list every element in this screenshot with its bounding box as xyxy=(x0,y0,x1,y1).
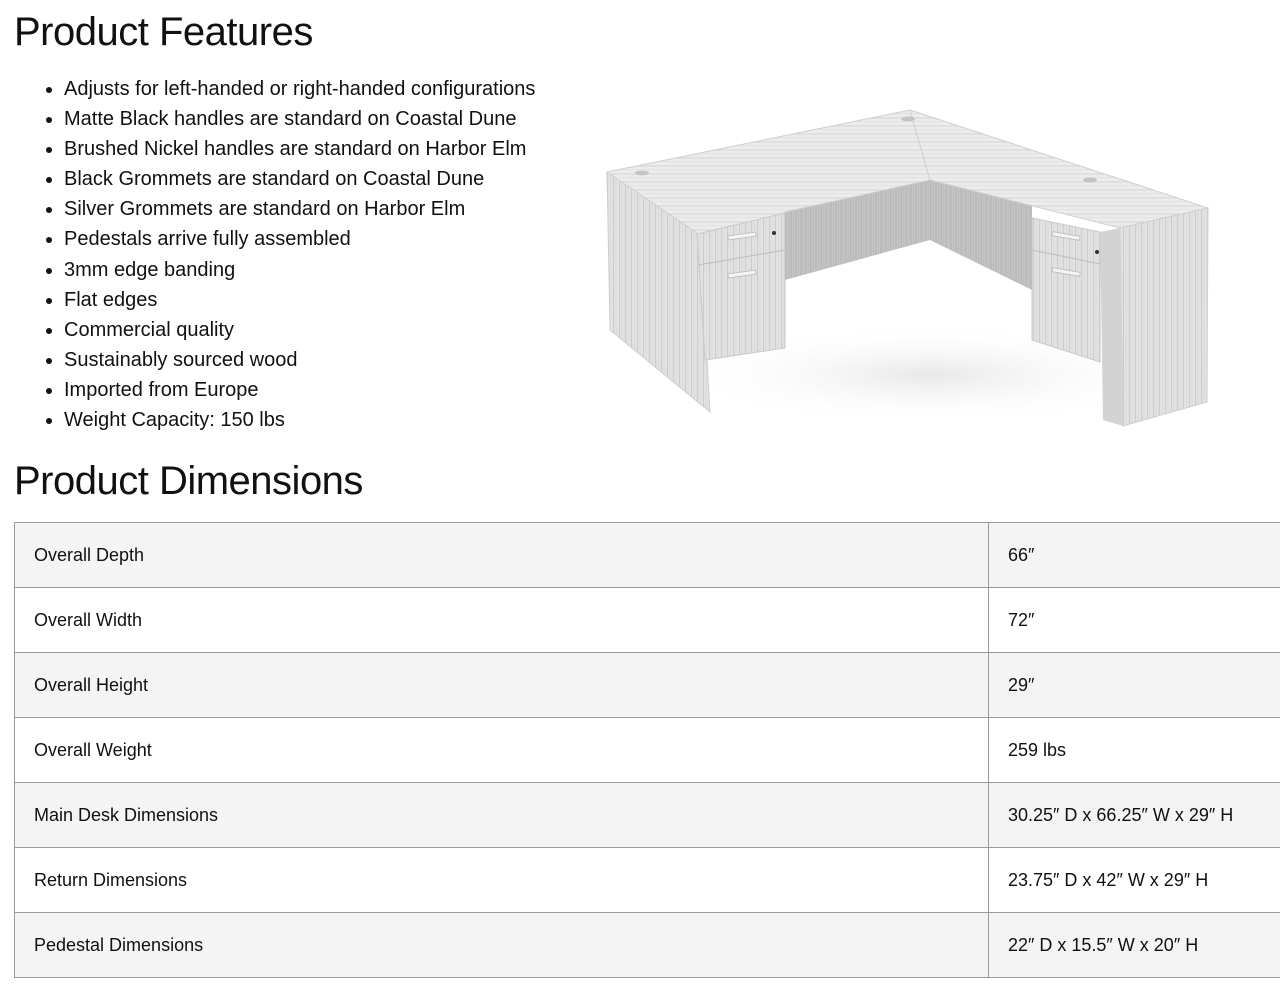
right-end-panel xyxy=(1120,208,1208,426)
features-list xyxy=(38,74,535,435)
dimension-label: Overall Width xyxy=(15,588,989,653)
dimension-label: Overall Height xyxy=(15,653,989,718)
table-row xyxy=(15,523,1280,588)
grommet-icon xyxy=(901,117,915,122)
table-row xyxy=(15,913,1280,978)
dimension-label: Overall Weight xyxy=(15,718,989,783)
feature-item: • Brushed Nickel handles are standard on Harbor Elm xyxy=(64,134,535,164)
dimension-value: 23.75″ D x 42″ W x 29″ H xyxy=(989,848,1280,913)
l-shaped-desk-illustration xyxy=(600,100,1220,450)
dimension-label: Main Desk Dimensions xyxy=(15,783,989,848)
dimension-value: 22″ D x 15.5″ W x 20″ H xyxy=(989,913,1280,978)
dimension-value: 259 lbs xyxy=(989,718,1280,783)
dimension-label: Return Dimensions xyxy=(15,848,989,913)
table-row xyxy=(15,783,1280,848)
grommet-icon xyxy=(1083,178,1097,183)
dimension-value: 72″ xyxy=(989,588,1280,653)
feature-item: • Imported from Europe xyxy=(64,375,535,405)
feature-item: • Commercial quality xyxy=(64,315,535,345)
dimensions-heading: Product Dimensions xyxy=(14,459,363,503)
feature-item: • Silver Grommets are standard on Harbor Elm xyxy=(64,194,535,224)
table-row xyxy=(15,848,1280,913)
feature-item: • Matte Black handles are standard on Coastal Dune xyxy=(64,104,535,134)
dimension-value: 30.25″ D x 66.25″ W x 29″ H xyxy=(989,783,1280,848)
right-end-panel-edge xyxy=(1100,228,1123,426)
dimension-label: Pedestal Dimensions xyxy=(15,913,989,978)
dimension-value: 29″ xyxy=(989,653,1280,718)
lock-icon xyxy=(1095,250,1099,254)
table-row xyxy=(15,653,1280,718)
table-row xyxy=(15,718,1280,783)
table-row xyxy=(15,588,1280,653)
feature-item: • Weight Capacity: 150 lbs xyxy=(64,405,535,435)
feature-item: • Black Grommets are standard on Coastal Dune xyxy=(64,164,535,194)
features-heading: Product Features xyxy=(14,10,313,54)
feature-item: • Sustainably sourced wood xyxy=(64,345,535,375)
feature-item: • 3mm edge banding xyxy=(64,255,535,285)
dimension-value: 66″ xyxy=(989,523,1280,588)
dimension-label: Overall Depth xyxy=(15,523,989,588)
dimensions-table xyxy=(14,522,1280,978)
right-pedestal xyxy=(1032,218,1100,362)
grommet-icon xyxy=(635,171,649,176)
feature-item: • Pedestals arrive fully assembled xyxy=(64,224,535,254)
lock-icon xyxy=(772,231,776,235)
feature-item: • Flat edges xyxy=(64,285,535,315)
feature-item: • Adjusts for left-handed or right-handed configurations xyxy=(64,74,535,104)
